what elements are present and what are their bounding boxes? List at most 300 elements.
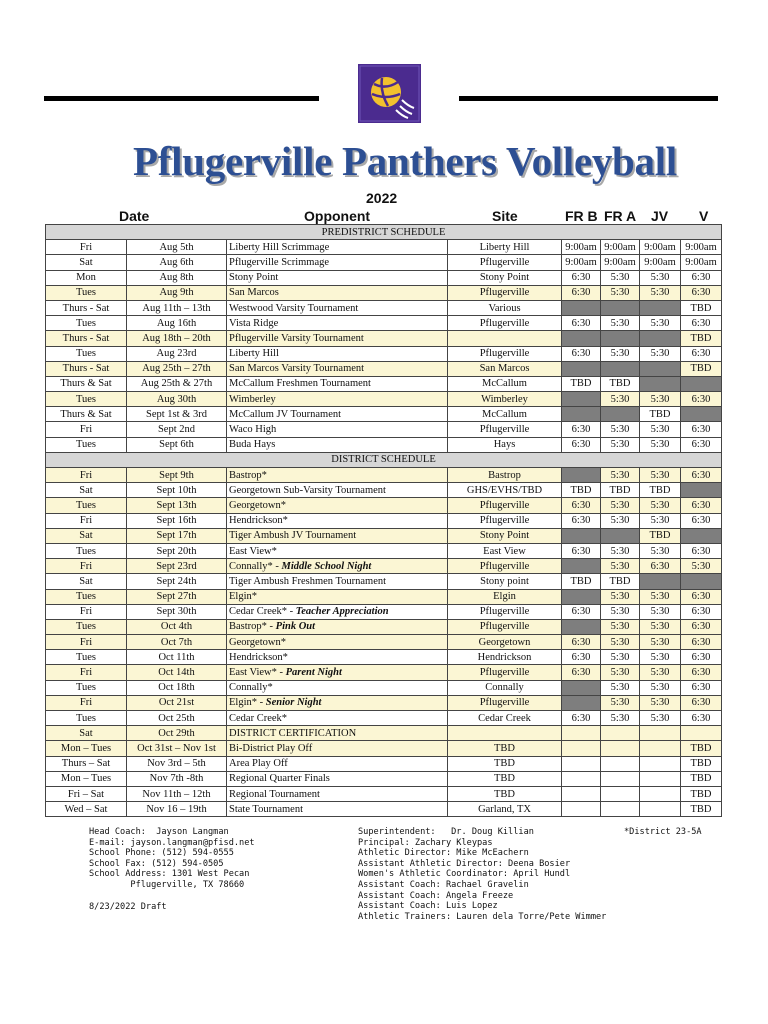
cell-site: Pflugerville	[448, 665, 562, 680]
cell-day: Sat	[46, 255, 127, 270]
cell-v: TBD	[681, 300, 722, 315]
table-row	[46, 711, 722, 726]
cell-fra	[601, 300, 640, 315]
cell-opponent	[227, 680, 448, 695]
cell-site: Pflugerville	[448, 695, 562, 710]
cell-date: Oct 4th	[127, 619, 227, 634]
cell-opponent	[227, 726, 448, 741]
cell-frb: 9:00am	[562, 255, 601, 270]
cell-jv: 5:30	[640, 498, 681, 513]
opponent-name: Regional Quarter Finals	[229, 773, 330, 785]
cell-jv	[640, 361, 681, 376]
cell-frb: 6:30	[562, 498, 601, 513]
schedule-table	[45, 224, 722, 817]
cell-fra: 5:30	[601, 468, 640, 483]
cell-fra: 5:30	[601, 513, 640, 528]
cell-frb: 6:30	[562, 665, 601, 680]
cell-frb: 6:30	[562, 604, 601, 619]
header-rule-left	[44, 96, 319, 101]
cell-day: Fri – Sat	[46, 786, 127, 801]
event-note: Senior Night	[265, 697, 322, 709]
cell-fra	[601, 786, 640, 801]
cell-opponent	[227, 422, 448, 437]
cell-day: Tues	[46, 316, 127, 331]
cell-day: Sat	[46, 528, 127, 543]
table-row	[46, 756, 722, 771]
cell-v: TBD	[681, 741, 722, 756]
cell-jv: 9:00am	[640, 255, 681, 270]
opponent-name: Connally* -	[229, 560, 282, 572]
cell-opponent	[227, 376, 448, 391]
table-row	[46, 513, 722, 528]
event-note: Middle School Night	[281, 560, 372, 572]
table-row	[46, 559, 722, 574]
cell-frb: 6:30	[562, 270, 601, 285]
cell-frb	[562, 559, 601, 574]
cell-frb	[562, 331, 601, 346]
cell-date: Nov 3rd – 5th	[127, 756, 227, 771]
cell-day: Tues	[46, 498, 127, 513]
table-row	[46, 240, 722, 255]
footer-line: Principal: Zachary Kleypas	[358, 837, 493, 848]
cell-jv: 5:30	[640, 589, 681, 604]
cell-date: Oct 21st	[127, 695, 227, 710]
cell-frb	[562, 741, 601, 756]
cell-fra: 9:00am	[601, 255, 640, 270]
cell-fra: 5:30	[601, 392, 640, 407]
cell-jv: TBD	[640, 528, 681, 543]
opponent-name: Georgetown*	[229, 636, 286, 648]
table-row	[46, 665, 722, 680]
cell-day: Fri	[46, 422, 127, 437]
cell-fra	[601, 528, 640, 543]
cell-fra: 5:30	[601, 604, 640, 619]
cell-jv	[640, 726, 681, 741]
opponent-name: McCallum Freshmen Tournament	[229, 378, 371, 390]
table-row	[46, 574, 722, 589]
footer-line: Assistant Athletic Director: Deena Bosier	[358, 858, 571, 869]
cell-frb	[562, 771, 601, 786]
cell-opponent	[227, 437, 448, 452]
opponent-name: Liberty Hill	[229, 348, 279, 360]
cell-v: 6:30	[681, 711, 722, 726]
cell-frb: 6:30	[562, 346, 601, 361]
cell-fra: 5:30	[601, 650, 640, 665]
volleyball-logo	[358, 64, 421, 123]
opponent-name: Pflugerville Scrimmage	[229, 256, 330, 268]
cell-jv: 5:30	[640, 543, 681, 558]
cell-fra: 5:30	[601, 711, 640, 726]
cell-opponent	[227, 559, 448, 574]
cell-site: Bastrop	[448, 468, 562, 483]
opponent-name: Connally*	[229, 682, 273, 694]
cell-jv: 5:30	[640, 635, 681, 650]
cell-jv: 5:30	[640, 680, 681, 695]
cell-fra: TBD	[601, 483, 640, 498]
cell-date: Sept 27th	[127, 589, 227, 604]
cell-fra: 5:30	[601, 665, 640, 680]
cell-site: McCallum	[448, 376, 562, 391]
cell-v	[681, 376, 722, 391]
cell-date: Oct 31st – Nov 1st	[127, 741, 227, 756]
table-row	[46, 771, 722, 786]
cell-site: Pflugerville	[448, 498, 562, 513]
cell-fra: 5:30	[601, 589, 640, 604]
cell-day: Thurs - Sat	[46, 361, 127, 376]
cell-frb: 6:30	[562, 437, 601, 452]
table-row	[46, 361, 722, 376]
table-row	[46, 392, 722, 407]
table-row	[46, 468, 722, 483]
cell-v: 9:00am	[681, 240, 722, 255]
cell-v: 6:30	[681, 650, 722, 665]
cell-site: Cedar Creek	[448, 711, 562, 726]
cell-date: Aug 6th	[127, 255, 227, 270]
table-row	[46, 543, 722, 558]
cell-v: 6:30	[681, 316, 722, 331]
cell-site: San Marcos	[448, 361, 562, 376]
cell-day: Wed – Sat	[46, 802, 127, 817]
cell-v: 6:30	[681, 437, 722, 452]
cell-date: Sept 2nd	[127, 422, 227, 437]
cell-fra: 5:30	[601, 680, 640, 695]
cell-day: Tues	[46, 392, 127, 407]
cell-v	[681, 407, 722, 422]
cell-frb	[562, 680, 601, 695]
opponent-name: Georgetown*	[229, 499, 286, 511]
cell-date: Aug 8th	[127, 270, 227, 285]
cell-opponent	[227, 331, 448, 346]
cell-fra: 5:30	[601, 346, 640, 361]
table-row	[46, 300, 722, 315]
opponent-name: Wimberley	[229, 393, 276, 405]
cell-jv	[640, 786, 681, 801]
cell-frb: 6:30	[562, 543, 601, 558]
cell-day: Sat	[46, 574, 127, 589]
cell-opponent	[227, 528, 448, 543]
cell-day: Thurs & Sat	[46, 376, 127, 391]
opponent-name: McCallum JV Tournament	[229, 408, 342, 420]
cell-date: Sept 20th	[127, 543, 227, 558]
cell-opponent	[227, 300, 448, 315]
cell-jv: 6:30	[640, 559, 681, 574]
cell-day: Tues	[46, 437, 127, 452]
footer-line: Athletic Trainers: Lauren dela Torre/Pete Wimmer	[358, 911, 607, 922]
column-header-date: Date	[119, 208, 150, 224]
opponent-name: State Tournament	[229, 803, 304, 815]
cell-fra: 5:30	[601, 285, 640, 300]
cell-fra: TBD	[601, 376, 640, 391]
table-row	[46, 331, 722, 346]
table-row	[46, 483, 722, 498]
cell-opponent	[227, 711, 448, 726]
opponent-name: Tiger Ambush JV Tournament	[229, 530, 357, 542]
table-row	[46, 498, 722, 513]
section-header	[46, 452, 722, 467]
footer-line: Athletic Director: Mike McEachern	[358, 848, 529, 859]
opponent-name: San Marcos Varsity Tournament	[229, 363, 365, 375]
column-header-jv: JV	[651, 208, 669, 224]
header-rule-right	[459, 96, 718, 101]
cell-opponent	[227, 240, 448, 255]
cell-v: 6:30	[681, 498, 722, 513]
cell-opponent	[227, 468, 448, 483]
cell-day: Fri	[46, 604, 127, 619]
cell-site: TBD	[448, 756, 562, 771]
cell-date: Oct 25th	[127, 711, 227, 726]
table-row	[46, 376, 722, 391]
cell-day: Fri	[46, 635, 127, 650]
column-header-fra: FR A	[604, 208, 637, 224]
cell-day: Mon – Tues	[46, 741, 127, 756]
section-title: PREDISTRICT SCHEDULE	[46, 225, 722, 240]
cell-jv	[640, 574, 681, 589]
opponent-name: Hendrickson*	[229, 651, 288, 663]
cell-opponent	[227, 346, 448, 361]
cell-date: Aug 23rd	[127, 346, 227, 361]
cell-opponent	[227, 589, 448, 604]
cell-opponent	[227, 285, 448, 300]
opponent-name: Hendrickson*	[229, 515, 288, 527]
cell-site: Pflugerville	[448, 619, 562, 634]
cell-site: Elgin	[448, 589, 562, 604]
table-row	[46, 285, 722, 300]
cell-v: 6:30	[681, 346, 722, 361]
cell-frb	[562, 392, 601, 407]
cell-frb: 6:30	[562, 650, 601, 665]
cell-fra: 5:30	[601, 543, 640, 558]
cell-day: Mon – Tues	[46, 771, 127, 786]
footer-line: Pflugerville, TX 78660	[89, 879, 245, 890]
cell-frb	[562, 756, 601, 771]
cell-day: Thurs - Sat	[46, 331, 127, 346]
cell-fra	[601, 802, 640, 817]
cell-fra: 9:00am	[601, 240, 640, 255]
cell-site: McCallum	[448, 407, 562, 422]
column-header-site: Site	[492, 208, 518, 224]
table-row	[46, 741, 722, 756]
opponent-name: Buda Hays	[229, 439, 276, 451]
cell-date: Aug 25th & 27th	[127, 376, 227, 391]
cell-site: Liberty Hill	[448, 240, 562, 255]
cell-frb	[562, 726, 601, 741]
cell-v: 6:30	[681, 695, 722, 710]
cell-fra	[601, 361, 640, 376]
cell-date: Oct 11th	[127, 650, 227, 665]
cell-frb: 6:30	[562, 316, 601, 331]
cell-frb: 9:00am	[562, 240, 601, 255]
cell-v: 6:30	[681, 680, 722, 695]
opponent-name: East View* -	[229, 667, 286, 679]
cell-frb	[562, 528, 601, 543]
cell-jv: 5:30	[640, 468, 681, 483]
cell-site: Pflugerville	[448, 316, 562, 331]
table-row	[46, 346, 722, 361]
cell-jv: 5:30	[640, 665, 681, 680]
cell-v: 9:00am	[681, 255, 722, 270]
opponent-name: Westwood Varsity Tournament	[229, 302, 359, 314]
table-row	[46, 802, 722, 817]
cell-frb	[562, 589, 601, 604]
opponent-name: Georgetown Sub-Varsity Tournament	[229, 484, 386, 496]
cell-jv: 5:30	[640, 513, 681, 528]
cell-opponent	[227, 407, 448, 422]
cell-jv: 5:30	[640, 711, 681, 726]
cell-frb	[562, 786, 601, 801]
cell-opponent	[227, 786, 448, 801]
cell-fra: 5:30	[601, 316, 640, 331]
cell-site: GHS/EVHS/TBD	[448, 483, 562, 498]
cell-opponent	[227, 498, 448, 513]
cell-v: TBD	[681, 771, 722, 786]
table-row	[46, 786, 722, 801]
cell-v: 6:30	[681, 635, 722, 650]
opponent-name: Elgin*	[229, 591, 257, 603]
column-header-v: V	[699, 208, 709, 224]
cell-jv: 5:30	[640, 316, 681, 331]
cell-v: TBD	[681, 331, 722, 346]
cell-fra: 5:30	[601, 619, 640, 634]
cell-v: 6:30	[681, 513, 722, 528]
cell-v: 6:30	[681, 665, 722, 680]
opponent-name: Regional Tournament	[229, 788, 320, 800]
cell-site: Pflugerville	[448, 422, 562, 437]
cell-site: Stony point	[448, 574, 562, 589]
opponent-name: Vista Ridge	[229, 317, 279, 329]
footer-line: Assistant Coach: Angela Freeze	[358, 890, 514, 901]
table-row	[46, 726, 722, 741]
cell-v: 6:30	[681, 543, 722, 558]
cell-site: Pflugerville	[448, 346, 562, 361]
opponent-name: East View*	[229, 545, 277, 557]
cell-day: Tues	[46, 543, 127, 558]
cell-jv	[640, 741, 681, 756]
cell-frb	[562, 468, 601, 483]
cell-date: Aug 9th	[127, 285, 227, 300]
cell-jv: 5:30	[640, 270, 681, 285]
cell-date: Aug 16th	[127, 316, 227, 331]
opponent-name: Pflugerville Varsity Tournament	[229, 332, 364, 344]
table-row	[46, 680, 722, 695]
footer-district-note: *District 23-5A	[624, 827, 702, 837]
cell-day: Mon	[46, 270, 127, 285]
table-row	[46, 316, 722, 331]
cell-site	[448, 331, 562, 346]
cell-frb: TBD	[562, 376, 601, 391]
cell-jv	[640, 802, 681, 817]
cell-site: Pflugerville	[448, 255, 562, 270]
cell-frb	[562, 407, 601, 422]
cell-day: Thurs - Sat	[46, 300, 127, 315]
cell-day: Tues	[46, 619, 127, 634]
footer-line: School Phone: (512) 594-0555	[89, 848, 234, 859]
cell-jv: 5:30	[640, 619, 681, 634]
cell-opponent	[227, 483, 448, 498]
cell-v	[681, 483, 722, 498]
opponent-name: San Marcos	[229, 287, 279, 299]
cell-opponent	[227, 771, 448, 786]
cell-v: 6:30	[681, 604, 722, 619]
cell-v: TBD	[681, 756, 722, 771]
event-note: Teacher Appreciation	[295, 606, 389, 618]
cell-v	[681, 574, 722, 589]
cell-opponent	[227, 604, 448, 619]
cell-jv: 5:30	[640, 695, 681, 710]
column-header-opponent: Opponent	[304, 208, 371, 224]
footer-staff-list	[358, 827, 606, 922]
cell-day: Thurs – Sat	[46, 756, 127, 771]
cell-v: TBD	[681, 802, 722, 817]
cell-fra	[601, 331, 640, 346]
opponent-name: Cedar Creek*	[229, 712, 288, 724]
cell-frb: 6:30	[562, 513, 601, 528]
cell-jv	[640, 756, 681, 771]
cell-frb	[562, 361, 601, 376]
cell-opponent	[227, 574, 448, 589]
footer-line: School Fax: (512) 594-0505	[89, 858, 224, 869]
cell-date: Oct 29th	[127, 726, 227, 741]
cell-day: Fri	[46, 665, 127, 680]
cell-jv: 5:30	[640, 604, 681, 619]
cell-jv: 5:30	[640, 650, 681, 665]
cell-jv: 5:30	[640, 285, 681, 300]
cell-frb	[562, 619, 601, 634]
event-note: Pink Out	[275, 621, 316, 633]
cell-fra: TBD	[601, 574, 640, 589]
cell-jv: 5:30	[640, 346, 681, 361]
cell-date: Sept 1st & 3rd	[127, 407, 227, 422]
column-header-frb: FR B	[565, 208, 598, 224]
cell-day: Tues	[46, 650, 127, 665]
cell-date: Sept 9th	[127, 468, 227, 483]
cell-date: Sept 30th	[127, 604, 227, 619]
cell-jv	[640, 331, 681, 346]
cell-day: Fri	[46, 513, 127, 528]
season-year: 2022	[366, 190, 398, 206]
cell-date: Oct 7th	[127, 635, 227, 650]
cell-fra: 5:30	[601, 498, 640, 513]
cell-date: Sept 24th	[127, 574, 227, 589]
cell-site: Pflugerville	[448, 285, 562, 300]
table-row	[46, 695, 722, 710]
cell-date: Aug 11th – 13th	[127, 300, 227, 315]
footer-line: Women's Athletic Coordinator: April Hundl	[358, 869, 571, 880]
table-row	[46, 604, 722, 619]
cell-date: Sept 6th	[127, 437, 227, 452]
cell-jv: 9:00am	[640, 240, 681, 255]
cell-opponent	[227, 255, 448, 270]
cell-fra	[601, 407, 640, 422]
table-row	[46, 619, 722, 634]
footer-line: E-mail: jayson.langman@pfisd.net	[89, 837, 255, 848]
opponent-name: Bastrop*	[229, 469, 267, 481]
table-row	[46, 437, 722, 452]
cell-day: Thurs & Sat	[46, 407, 127, 422]
footer-line: Superintendent: Dr. Doug Killian	[358, 827, 534, 837]
cell-date: Aug 25th – 27th	[127, 361, 227, 376]
cell-jv	[640, 771, 681, 786]
cell-site: Georgetown	[448, 635, 562, 650]
table-row	[46, 650, 722, 665]
cell-date: Aug 30th	[127, 392, 227, 407]
cell-opponent	[227, 361, 448, 376]
cell-jv: 5:30	[640, 392, 681, 407]
cell-date: Nov 16 – 19th	[127, 802, 227, 817]
cell-opponent	[227, 316, 448, 331]
opponent-name: Tiger Ambush Freshmen Tournament	[229, 575, 387, 587]
cell-date: Nov 11th – 12th	[127, 786, 227, 801]
cell-opponent	[227, 543, 448, 558]
